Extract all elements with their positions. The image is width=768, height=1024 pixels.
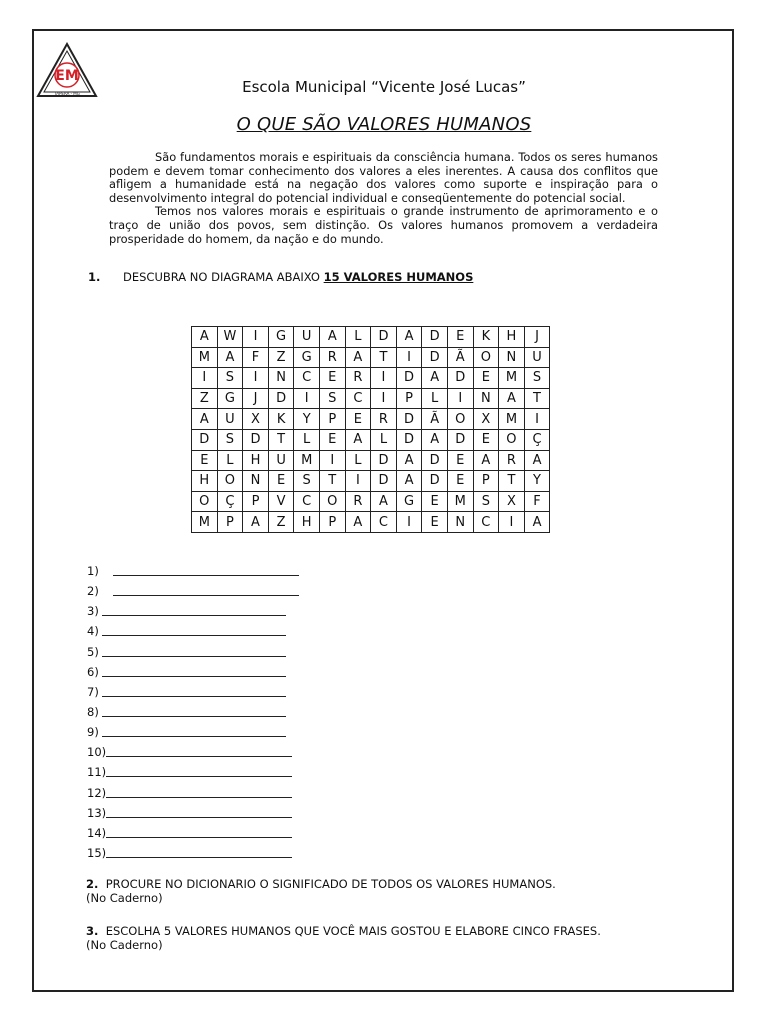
question-2-note: (No Caderno) [86,890,163,905]
grid-cell[interactable]: C [473,512,499,533]
grid-cell[interactable]: O [499,429,525,450]
grid-cell[interactable]: Z [268,347,294,368]
answer-list [87,564,299,866]
grid-cell[interactable]: D [192,429,218,450]
answer-row [87,665,299,685]
grid-cell[interactable]: A [345,429,371,450]
grid-cell[interactable]: Ã [422,409,448,430]
question-1-highlight: 15 VALORES HUMANOS [323,270,474,284]
answer-blank-line[interactable] [102,725,286,737]
grid-cell[interactable]: X [499,491,525,512]
grid-row [192,512,550,533]
grid-cell[interactable]: G [217,388,243,409]
answer-row [87,645,299,665]
grid-cell[interactable]: D [371,327,397,348]
intro-paragraph-2: Temos nos valores morais e espirituais o grande instrumento de aprimoramento e o traço de união dos povos, sem distinção. Os valores humanos promovem a verdadeira prosperidade do homem, da nação e do mundo. [109,204,658,246]
grid-cell[interactable]: E [447,471,473,492]
grid-cell[interactable]: T [268,429,294,450]
answer-blank-line[interactable] [102,645,286,657]
grid-cell[interactable]: L [371,429,397,450]
answer-row [87,846,299,866]
grid-cell[interactable]: E [192,450,218,471]
grid-cell[interactable]: A [524,450,550,471]
grid-cell[interactable]: Z [268,512,294,533]
grid-cell[interactable]: F [243,347,269,368]
answer-number: 4) [87,624,99,639]
grid-cell[interactable]: D [422,450,448,471]
grid-cell[interactable]: A [319,327,345,348]
grid-cell[interactable]: R [345,491,371,512]
answer-row [87,685,299,705]
grid-row [192,491,550,512]
question-1-number: 1. [88,270,101,284]
grid-cell[interactable]: D [447,368,473,389]
grid-cell[interactable]: U [268,450,294,471]
grid-cell[interactable]: I [294,388,320,409]
grid-cell[interactable]: V [268,491,294,512]
grid-cell[interactable]: D [396,409,422,430]
answer-blank-line[interactable] [106,826,292,838]
grid-cell[interactable]: R [345,368,371,389]
grid-row [192,450,550,471]
answer-number: 12) [87,785,107,800]
question-2-text: PROCURE NO DICIONARIO O SIGNIFICADO DE TODOS OS VALORES HUMANOS. [105,877,556,891]
grid-cell[interactable]: L [345,327,371,348]
grid-cell[interactable]: D [447,429,473,450]
answer-row [87,806,299,826]
grid-cell[interactable]: X [243,409,269,430]
answer-number: 9) [87,725,99,740]
grid-cell[interactable]: Ç [217,491,243,512]
answer-blank-line[interactable] [106,806,292,818]
grid-cell[interactable]: S [319,388,345,409]
grid-cell[interactable]: L [345,450,371,471]
answer-blank-line[interactable] [106,846,292,858]
answer-blank-line[interactable] [102,624,286,636]
grid-cell[interactable]: I [447,388,473,409]
grid-cell[interactable]: A [473,450,499,471]
grid-cell[interactable]: R [371,409,397,430]
answer-number: 7) [87,684,99,699]
grid-cell[interactable]: S [217,429,243,450]
grid-row [192,347,550,368]
grid-cell[interactable]: L [294,429,320,450]
answer-blank-line[interactable] [106,745,292,757]
question-3-text: ESCOLHA 5 VALORES HUMANOS QUE VOCÊ MAIS GOSTOU E ELABORE CINCO FRASES. [105,924,601,938]
grid-cell[interactable]: I [319,450,345,471]
grid-cell[interactable]: A [243,512,269,533]
answer-number: 10) [87,745,107,760]
grid-cell[interactable]: H [294,512,320,533]
grid-cell[interactable]: P [217,512,243,533]
grid-cell[interactable]: N [473,388,499,409]
grid-cell[interactable]: T [371,347,397,368]
grid-cell[interactable]: I [499,512,525,533]
grid-cell[interactable]: A [499,388,525,409]
grid-cell[interactable]: Ã [447,347,473,368]
grid-cell[interactable]: M [499,368,525,389]
grid-cell[interactable]: U [294,327,320,348]
answer-blank-line[interactable] [113,564,299,576]
grid-cell[interactable]: U [217,409,243,430]
grid-cell[interactable]: O [192,491,218,512]
grid-cell[interactable]: S [294,471,320,492]
answer-number: 14) [87,825,107,840]
school-name: Escola Municipal “Vicente José Lucas” [242,78,526,96]
answer-number: 2) [87,584,99,599]
grid-cell[interactable]: N [268,368,294,389]
grid-cell[interactable]: A [422,429,448,450]
grid-cell[interactable]: M [294,450,320,471]
grid-cell[interactable]: D [422,347,448,368]
answer-row [87,765,299,785]
answer-row [87,604,299,624]
grid-cell[interactable]: A [396,450,422,471]
answer-row [87,705,299,725]
grid-cell[interactable]: H [243,450,269,471]
grid-cell[interactable]: G [396,491,422,512]
question-3-number: 3. [86,924,99,938]
answer-number: 1) [87,564,99,578]
grid-cell[interactable]: D [422,471,448,492]
grid-cell[interactable]: A [524,512,550,533]
grid-cell[interactable]: E [473,429,499,450]
grid-cell[interactable]: O [447,409,473,430]
grid-cell[interactable]: D [396,429,422,450]
grid-cell[interactable]: I [243,327,269,348]
grid-cell[interactable]: E [447,450,473,471]
grid-cell[interactable]: S [217,368,243,389]
grid-cell[interactable]: I [345,471,371,492]
grid-cell[interactable]: T [499,471,525,492]
grid-cell[interactable]: E [473,368,499,389]
grid-cell[interactable]: J [243,388,269,409]
grid-cell[interactable]: M [499,409,525,430]
grid-cell[interactable]: C [371,512,397,533]
question-2 [86,878,556,905]
answer-row [87,826,299,846]
grid-cell[interactable]: I [396,347,422,368]
answer-blank-line[interactable] [102,665,286,677]
grid-cell[interactable]: E [319,368,345,389]
grid-cell[interactable]: E [447,327,473,348]
grid-cell[interactable]: N [447,512,473,533]
grid-cell[interactable]: P [243,491,269,512]
grid-cell[interactable]: A [217,347,243,368]
grid-cell[interactable]: D [422,327,448,348]
grid-row [192,471,550,492]
grid-cell[interactable]: A [422,368,448,389]
grid-cell[interactable]: I [524,409,550,430]
grid-cell[interactable]: I [243,368,269,389]
grid-cell[interactable]: A [371,491,397,512]
grid-cell[interactable]: P [396,388,422,409]
grid-cell[interactable]: R [499,450,525,471]
grid-cell[interactable]: P [319,512,345,533]
logo-bottom-text: TAPERA - MG [54,91,80,96]
word-search-grid [191,326,550,533]
question-1 [88,270,473,284]
answer-number: 6) [87,664,99,679]
grid-cell[interactable]: A [396,327,422,348]
grid-cell[interactable]: C [294,491,320,512]
answer-number: 13) [87,805,107,820]
grid-cell[interactable]: J [524,327,550,348]
grid-cell[interactable]: D [371,471,397,492]
grid-cell[interactable]: H [499,327,525,348]
grid-cell[interactable]: D [396,368,422,389]
grid-row [192,368,550,389]
grid-cell[interactable]: L [217,450,243,471]
grid-cell[interactable]: E [345,409,371,430]
grid-cell[interactable]: S [524,368,550,389]
grid-cell[interactable]: A [345,347,371,368]
grid-cell[interactable]: G [268,327,294,348]
answer-blank-line[interactable] [102,705,286,717]
grid-cell[interactable]: X [473,409,499,430]
answer-row [87,564,299,584]
answer-blank-line[interactable] [106,765,292,777]
answer-number: 11) [87,765,107,780]
question-2-number: 2. [86,877,99,891]
logo-letters: EM [55,68,79,84]
answer-row [87,584,299,604]
intro-paragraph-1: São fundamentos morais e espirituais da consciência humana. Todos os seres humanos podem e devem tomar conhecimento dos valores a eles inerentes. A causa dos conflitos que afligem a humanidade está na negação dos valores como suporte e inspiração para o desenvolvimento integral do potencial individual e conseqüentemente do potencial social. [109,150,658,205]
grid-cell[interactable]: G [294,347,320,368]
grid-cell[interactable]: A [192,327,218,348]
grid-cell[interactable]: P [473,471,499,492]
grid-cell[interactable]: H [192,471,218,492]
answer-row [87,745,299,765]
grid-cell[interactable]: O [319,491,345,512]
answer-number: 3) [87,604,99,619]
answer-row [87,624,299,644]
grid-cell[interactable]: T [319,471,345,492]
grid-cell[interactable]: I [396,512,422,533]
grid-cell[interactable]: C [294,368,320,389]
grid-row [192,409,550,430]
grid-cell[interactable]: N [499,347,525,368]
grid-cell[interactable]: I [371,368,397,389]
grid-cell[interactable]: L [422,388,448,409]
grid-cell[interactable]: A [192,409,218,430]
grid-cell[interactable]: T [524,388,550,409]
grid-cell[interactable]: Z [192,388,218,409]
grid-cell[interactable]: E [319,429,345,450]
grid-cell[interactable]: D [243,429,269,450]
answer-blank-line[interactable] [106,786,292,798]
grid-cell[interactable]: D [268,388,294,409]
grid-cell[interactable]: E [268,471,294,492]
grid-cell[interactable]: Ç [524,429,550,450]
grid-cell[interactable]: I [192,368,218,389]
grid-cell[interactable]: O [217,471,243,492]
intro-text [109,151,658,246]
grid-cell[interactable]: F [524,491,550,512]
answer-number: 8) [87,704,99,719]
grid-cell[interactable]: K [473,327,499,348]
answer-row [87,725,299,745]
grid-row [192,388,550,409]
grid-cell[interactable]: A [345,512,371,533]
grid-cell[interactable]: R [319,347,345,368]
grid-row [192,429,550,450]
grid-cell[interactable]: D [371,450,397,471]
grid-row [192,327,550,348]
grid-cell[interactable]: O [473,347,499,368]
answer-blank-line[interactable] [113,584,299,596]
grid-cell[interactable]: E [422,491,448,512]
grid-cell[interactable]: S [473,491,499,512]
grid-cell[interactable]: A [396,471,422,492]
grid-cell[interactable]: P [319,409,345,430]
answer-number: 15) [87,845,107,860]
answer-row [87,786,299,806]
grid-cell[interactable]: Y [524,471,550,492]
answer-blank-line[interactable] [102,604,286,616]
grid-cell[interactable]: W [217,327,243,348]
page-title: O QUE SÃO VALORES HUMANOS [236,114,532,135]
question-1-text: DESCUBRA NO DIAGRAMA ABAIXO [123,270,324,284]
question-3-note: (No Caderno) [86,937,163,952]
answer-blank-line[interactable] [102,685,286,697]
grid-cell[interactable]: Y [294,409,320,430]
answer-number: 5) [87,644,99,659]
grid-cell[interactable]: U [524,347,550,368]
grid-cell[interactable]: E [422,512,448,533]
grid-cell[interactable]: M [192,512,218,533]
grid-cell[interactable]: C [345,388,371,409]
grid-cell[interactable]: I [371,388,397,409]
grid-cell[interactable]: K [268,409,294,430]
grid-cell[interactable]: N [243,471,269,492]
grid-cell[interactable]: M [192,347,218,368]
question-3 [86,925,601,952]
grid-cell[interactable]: M [447,491,473,512]
